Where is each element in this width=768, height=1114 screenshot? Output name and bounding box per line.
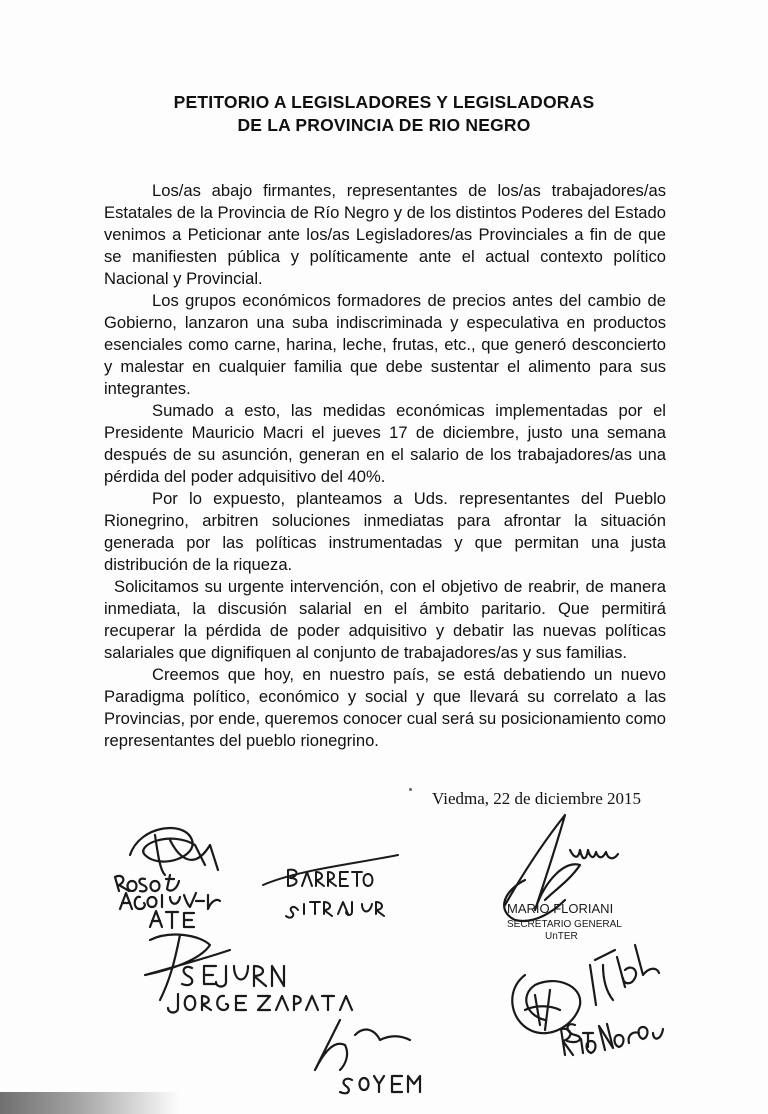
signature-soyem bbox=[300, 1010, 450, 1100]
scan-speck bbox=[409, 788, 412, 791]
scan-edge-shadow bbox=[0, 1092, 180, 1114]
petition-body bbox=[104, 180, 666, 752]
paragraph-3: Sumado a esto, las medidas económicas implementadas por el Presidente Mauricio Macri el jueves 17 de diciembre, justo una semana después de su asunción, generan en el salario de los trabajadores/as una pérdida del poder adquisitivo del 40%. bbox=[104, 401, 666, 486]
paragraph-1: Los/as abajo firmantes, representantes de los/as trabajadores/as Estatales de la Provincia de Río Negro y de los distintos Poderes del Estado venimos a Peticionar ante los/as Legisladores/as Provinciales a fin de que se manifiesten pública y políticamente ante el actual contexto político Nacional y Provincial. bbox=[104, 181, 666, 288]
stamp-org: UnTER bbox=[545, 931, 578, 942]
date-line: Viedma, 22 de diciembre 2015 bbox=[432, 789, 642, 808]
paragraph-5: Solicitamos su urgente intervención, con el objetivo de reabrir, de manera inmediata, la discusión salarial en el ámbito paritario. Que permitirá recuperar la pérdida de poder adquisitivo y debatir las nuevas políticas salariales que dignifiquen al conjunto de trabajadores/as y sus familias. bbox=[104, 577, 666, 662]
signature-st-viedma-rio-negro bbox=[495, 935, 665, 1075]
stamp-name: MARIO FLORIANI bbox=[507, 901, 614, 916]
paragraph-4: Por lo expuesto, planteamos a Uds. representantes del Pueblo Rionegrino, arbitren soluciones inmediatas para afrontar la situación generada por las políticas instrumentadas y que permitan una justa distribución de la riqueza. bbox=[104, 489, 666, 574]
signature-sejurn-jorge-zapata bbox=[130, 930, 370, 1020]
signature-rosso-aguilar-ate bbox=[100, 815, 250, 935]
document-title-line-2: DE LA PROVINCIA DE RIO NEGRO bbox=[237, 115, 531, 135]
paragraph-6: Creemos que hoy, en nuestro país, se está debatiendo un nuevo Paradigma político, económico y social y que llevará su correlato a las Provincias, por ende, queremos conocer cual será su posicionamiento como representantes del pueblo rionegrino. bbox=[104, 665, 666, 750]
stamp-mario-floriani-untr bbox=[485, 810, 655, 950]
document-title-line-1: PETITORIO A LEGISLADORES Y LEGISLADORAS bbox=[173, 92, 595, 112]
paragraph-2: Los grupos económicos formadores de precios antes del cambio de Gobierno, lanzaron una suba indiscriminada y especulativa en productos esenciales como carne, harina, leche, frutas, etc., que generó desconcierto y malestar en cualquier familia que debe sustentar el alimento para sus integrantes. bbox=[104, 291, 666, 398]
stamp-role: SECRETARIO GENERAL bbox=[507, 919, 622, 930]
signature-barreto-sitrajur bbox=[258, 850, 408, 920]
